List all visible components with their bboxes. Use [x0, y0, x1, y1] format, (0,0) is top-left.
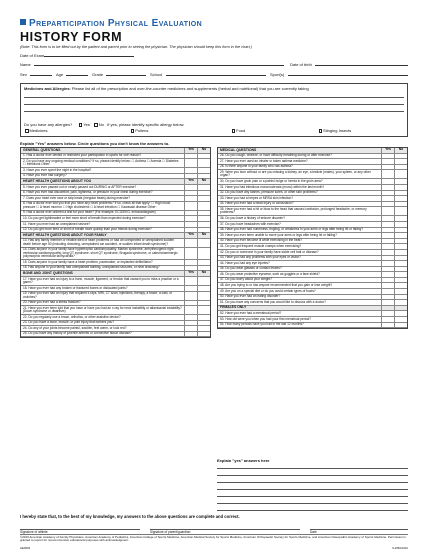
yes-answer-cell[interactable]: [381, 239, 394, 244]
answer-line-7[interactable]: [217, 510, 408, 511]
signature-row: [20, 526, 408, 532]
question-text: 28. Is there anyone in your family who has asthma?: [220, 164, 293, 169]
question-text: 20. Have you ever had a stress fracture?: [23, 300, 81, 305]
question-text: 43. Have you had any problems with your eyes or vision?: [220, 255, 301, 260]
question-text: 34. Have you ever had a head injury or concussion?: [220, 201, 294, 206]
no-answer-cell[interactable]: [197, 239, 210, 247]
medicines-allergies-box: [20, 83, 408, 137]
yes-answer-cell[interactable]: [184, 154, 197, 159]
left-questions-table: [20, 147, 211, 338]
no-answer-cell[interactable]: [394, 267, 407, 272]
question-text: 47. Do you worry about your weight?: [220, 277, 272, 282]
no-answer-cell[interactable]: [394, 323, 407, 328]
no-column-header: No: [197, 271, 210, 276]
allergy-yes-label: Yes: [83, 122, 90, 127]
sports-label: Sport(s): [270, 72, 285, 77]
no-answer-cell[interactable]: [394, 283, 407, 288]
answer-line-2[interactable]: [217, 475, 408, 476]
no-answer-cell[interactable]: [394, 272, 407, 277]
no-answer-cell[interactable]: [394, 311, 407, 316]
yes-answer-cell[interactable]: [381, 228, 394, 233]
yes-answer-cell[interactable]: [381, 196, 394, 201]
answer-line-3[interactable]: [217, 482, 408, 483]
yes-answer-cell[interactable]: [381, 222, 394, 227]
date-of-birth-field[interactable]: [315, 62, 408, 66]
question-text: 12. Do you get more tired or short of breath more quickly than your friends during exercise?: [23, 227, 152, 232]
question-text: 13. Has any family member or relative died of heart problems or had an unexpected or unexplained sudden death before age 50 (including drowning, unexplained car accident, or sudden infant death syndrome)?: [23, 238, 175, 246]
yes-answer-cell[interactable]: [381, 207, 394, 215]
no-answer-cell[interactable]: [394, 317, 407, 322]
question-text: 29. Were you born without or are you missing a kidney, an eye, a testicle (males), your spleen, or any other organ?: [220, 169, 371, 178]
yes-answer-cell[interactable]: [381, 233, 394, 238]
question-text: 35. Have you ever had a hit or blow to the head that caused confusion, prolonged headache, or memory problems?: [220, 206, 367, 215]
no-answer-cell[interactable]: [197, 321, 210, 326]
allergy-question: [24, 122, 184, 127]
explain-answers-title: Explain "yes" answers here: [217, 458, 270, 463]
yes-answer-cell[interactable]: [381, 300, 394, 305]
no-answer-cell[interactable]: [394, 244, 407, 249]
form-code-left: HE0503: [20, 546, 31, 550]
question-row: [21, 248, 210, 260]
yes-answer-cell[interactable]: [381, 261, 394, 266]
question-text: 25. Do you have any history of juvenile arthritis or connective tissue disease?: [23, 331, 132, 336]
section-title: MEDICAL QUESTIONS: [220, 147, 257, 152]
yes-answer-cell[interactable]: [184, 301, 197, 306]
age-label: Age: [56, 72, 64, 77]
question-row: [21, 306, 210, 315]
yes-answer-cell[interactable]: [184, 185, 197, 190]
stinging-insects-checkbox[interactable]: [319, 129, 323, 133]
yes-answer-cell[interactable]: [381, 202, 394, 207]
yes-answer-cell[interactable]: [184, 168, 197, 173]
no-answer-cell[interactable]: [197, 202, 210, 210]
signature-date-field[interactable]: [310, 526, 408, 530]
question-text: 44. Have you had any eye injuries?: [220, 260, 270, 265]
yes-answer-cell[interactable]: [381, 159, 394, 164]
question-text: 11. Have you ever had an unexplained seizure?: [23, 221, 91, 226]
question-text: 7. Does your heart ever race or skip beats (irregular beats) during exercise?: [23, 195, 131, 200]
medicines-line-1[interactable]: [24, 97, 404, 98]
yes-answer-cell[interactable]: [184, 222, 197, 227]
question-text: 33. Have you had a herpes or MRSA skin infection?: [220, 195, 293, 200]
section-title: FEMALES ONLY: [220, 305, 247, 310]
no-answer-cell[interactable]: [197, 168, 210, 173]
copyright-footer: ©2010 American Academy of Family Physicians, American Academy of Pediatrics, American College of Sports Medicine, American Medical Society for Sports Medicine, American Orthopaedic Society for Sports Medicine, and American Osteopathic Academy of Sports Medicine. Permission is granted to reprint for noncommercial, educational purposes with acknowledgment.: [20, 534, 408, 543]
no-answer-cell[interactable]: [394, 179, 407, 184]
parent-signature-label: Signature of parent/guardian: [150, 530, 191, 534]
yes-answer-cell[interactable]: [184, 196, 197, 201]
question-text: 30. Do you have groin pain or a painful bulge or hernia in the groin area?: [220, 178, 323, 183]
yes-column-header: Yes: [184, 179, 197, 184]
form-code-right: 9-2681/0410: [392, 546, 408, 550]
no-answer-cell[interactable]: [197, 301, 210, 306]
question-text: 51. Do you have any concerns that you would like to discuss with a doctor?: [220, 299, 326, 304]
yes-answer-cell[interactable]: [381, 283, 394, 288]
no-answer-cell[interactable]: [197, 260, 210, 265]
yes-answer-cell[interactable]: [381, 165, 394, 170]
allergy-yes-checkbox[interactable]: [79, 123, 83, 127]
no-answer-cell[interactable]: [394, 191, 407, 196]
stinging-insects-option-label: Stinging Insects: [323, 128, 352, 133]
section-title: GENERAL QUESTIONS: [23, 147, 61, 152]
date-of-exam-label: Date of Exam: [20, 53, 45, 58]
yes-answer-cell[interactable]: [184, 292, 197, 300]
no-answer-cell[interactable]: [394, 170, 407, 178]
no-answer-cell[interactable]: [394, 289, 407, 294]
no-answer-cell[interactable]: [197, 154, 210, 159]
date-of-birth-label: Date of birth: [290, 62, 312, 67]
sex-label: Sex: [20, 72, 27, 77]
athlete-signature-label: Signature of athlete: [20, 530, 48, 534]
yes-answer-cell[interactable]: [184, 326, 197, 331]
yes-answer-cell[interactable]: [184, 202, 197, 210]
question-text: 14. Does anyone in your family have hypertrophic cardiomyopathy, Marfan syndrome, arrhythmogenic right ventricular cardiomyopathy, long QT syndrome, short QT syndrome, Brugada syndrome, or catecholaminergic polymorphic ventricular tachycardia?: [23, 247, 178, 259]
medicines-line-2[interactable]: [24, 104, 404, 105]
yes-answer-cell[interactable]: [381, 179, 394, 184]
no-column-header: No: [197, 148, 210, 153]
no-answer-cell[interactable]: [197, 222, 210, 227]
right-questions-table: [217, 147, 408, 329]
no-column-header: No: [197, 233, 210, 238]
yes-answer-cell[interactable]: [184, 216, 197, 221]
yes-answer-cell[interactable]: [381, 244, 394, 249]
date-of-exam-field[interactable]: [44, 53, 134, 57]
yes-answer-cell[interactable]: [184, 332, 197, 337]
yes-column-header: Yes: [184, 271, 197, 276]
yes-answer-cell[interactable]: [381, 267, 394, 272]
name-field[interactable]: [34, 62, 284, 66]
question-text: 53. How old were you when you had your first menstrual period?: [220, 316, 311, 321]
question-text: 21. Have you ever been told that you have or have you had an x-ray for neck instability or atlantoaxial instability? (Down syndrome or dwarfism): [23, 305, 182, 314]
question-row: [21, 159, 210, 168]
no-answer-cell[interactable]: [394, 228, 407, 233]
age-field[interactable]: [66, 72, 88, 76]
question-text: 50. Have you ever had an eating disorder?: [220, 294, 281, 299]
question-text: 1. Has a doctor ever denied or restricted your participation in sports for one reason?: [23, 153, 142, 158]
yes-answer-cell[interactable]: [184, 286, 197, 291]
question-text: 4. Have you ever had surgery?: [23, 173, 67, 178]
no-answer-cell[interactable]: [394, 295, 407, 300]
yes-column-header: [381, 306, 394, 311]
yes-answer-cell[interactable]: [184, 191, 197, 196]
no-column-header: No: [197, 179, 210, 184]
no-column-header: [394, 306, 407, 311]
question-text: 54. How many periods have you had in the last 12 months?: [220, 322, 304, 327]
yes-answer-cell[interactable]: [184, 277, 197, 285]
medicines-line-3[interactable]: [24, 111, 404, 112]
school-field[interactable]: [166, 72, 266, 76]
yes-answer-cell[interactable]: [381, 154, 394, 159]
pollens-checkbox[interactable]: [131, 129, 135, 133]
question-text: 17. Have you ever had an injury to a bone, muscle, ligament, or tendon that caused you to miss a practice or a game?: [23, 276, 179, 284]
form-subtitle-text: Preparticipation Physical Evaluation: [29, 18, 203, 29]
section-title: HEART HEALTH QUESTIONS ABOUT YOU: [23, 178, 92, 183]
no-answer-cell[interactable]: [394, 196, 407, 201]
form-note: (Note: This form is to be filled out by the patient and parent prior to seeing the physician. The physician should keep this form in the chart.): [20, 45, 252, 49]
no-answer-cell[interactable]: [394, 233, 407, 238]
question-text: 48. Are you trying to or has anyone recommended that you gain or lose weight?: [220, 283, 333, 288]
question-row: [218, 207, 407, 216]
no-answer-cell[interactable]: [394, 261, 407, 266]
question-text: 18. Have you ever had any broken or fractured bones or dislocated joints?: [23, 285, 128, 290]
question-text: 23. Do you have a bone, muscle, or joint injury that bothers you?: [23, 320, 115, 325]
answer-line-5[interactable]: [217, 496, 408, 497]
yes-column-header: Yes: [381, 148, 394, 153]
no-answer-cell[interactable]: [197, 277, 210, 285]
yes-answer-cell[interactable]: [381, 311, 394, 316]
question-text: 9. Has a doctor ever ordered a test for your heart? (For example, ECG/EKG, echocardiogram): [23, 210, 156, 215]
form-header: [20, 18, 202, 44]
medicines-title: Medicines and Allergies: Please list all of the prescription and over-the-counter medicines and supplements (herbal and nutritional) that you are currently taking: [24, 86, 309, 91]
allergy-no-checkbox[interactable]: [94, 123, 98, 127]
no-answer-cell[interactable]: [394, 165, 407, 170]
allergy-question-text: Do you have any allergies?: [24, 122, 73, 127]
allergy-options: [24, 128, 351, 133]
no-answer-cell[interactable]: [197, 185, 210, 190]
yes-answer-cell[interactable]: [184, 260, 197, 265]
no-answer-cell[interactable]: [197, 286, 210, 291]
no-answer-cell[interactable]: [394, 256, 407, 261]
question-text: 16. Has anyone in your family had unexplained fainting, unexplained seizures, or near drowning?: [23, 265, 160, 270]
yes-answer-cell[interactable]: [381, 191, 394, 196]
question-text: 49. Are you on a special diet or do you avoid certain types of foods?: [220, 288, 316, 293]
grade-label: Grade: [92, 72, 104, 77]
question-text: 40. Have you ever become ill while exercising in the heat?: [220, 238, 303, 243]
no-answer-cell[interactable]: [394, 222, 407, 227]
no-answer-cell[interactable]: [197, 292, 210, 300]
no-answer-cell[interactable]: [197, 332, 210, 337]
question-row: [21, 332, 210, 338]
no-column-header: No: [394, 148, 407, 153]
no-answer-cell[interactable]: [394, 202, 407, 207]
question-text: 36. Do you have a history of seizure disorder?: [220, 215, 286, 220]
yes-answer-cell[interactable]: [381, 295, 394, 300]
question-text: 19. Have you ever had an injury that required x-rays, MRI, CT scan, injections, therapy, a brace, a cast, or crutches?: [23, 291, 173, 299]
no-answer-cell[interactable]: [197, 216, 210, 221]
explain-answers-section: [217, 458, 408, 463]
sex-field[interactable]: [30, 72, 52, 76]
answer-line-4[interactable]: [217, 489, 408, 490]
question-text: 42. Do you or someone in your family have sickle cell trait or disease?: [220, 249, 319, 254]
no-answer-cell[interactable]: [394, 185, 407, 190]
yes-answer-cell[interactable]: [381, 256, 394, 261]
question-text: 2. Do you have any ongoing medical conditions? If so, please identify below: ☐ Asthma ☐ Anemia ☐ Diabetes ☐ Infections Other:: [23, 158, 179, 167]
no-answer-cell[interactable]: [197, 315, 210, 320]
section-title: HEART HEALTH QUESTIONS ABOUT YOUR FAMILY: [23, 232, 107, 237]
medicines-option-label: Medicines: [29, 128, 48, 133]
allergy-detail-text: If yes, please identify specific allergy below.: [107, 122, 185, 127]
no-answer-cell[interactable]: [197, 196, 210, 201]
yes-answer-cell[interactable]: [381, 185, 394, 190]
no-answer-cell[interactable]: [394, 300, 407, 305]
explain-instructions: Explain "Yes" answers below. Circle questions you don't know the answers to.: [20, 141, 170, 146]
yes-column-header: Yes: [184, 148, 197, 153]
medicines-checkbox[interactable]: [25, 129, 29, 133]
yes-answer-cell[interactable]: [381, 170, 394, 178]
form-subtitle: [20, 18, 202, 29]
no-answer-cell[interactable]: [394, 239, 407, 244]
name-label: Name: [20, 62, 31, 67]
no-answer-cell[interactable]: [197, 248, 210, 259]
question-row: [21, 277, 210, 286]
signature-date-label: Date: [310, 530, 317, 534]
food-checkbox[interactable]: [232, 129, 236, 133]
yes-answer-cell[interactable]: [381, 289, 394, 294]
question-text: 37. Do you have headaches with exercise?: [220, 221, 281, 226]
no-answer-cell[interactable]: [197, 326, 210, 331]
question-text: 41. Do you get frequent muscle cramps when exercising?: [220, 243, 302, 248]
question-text: 15. Does anyone in your family have a heart problem, pacemaker, or implanted defibrillator?: [23, 259, 153, 264]
no-answer-cell[interactable]: [394, 278, 407, 283]
grade-field[interactable]: [106, 72, 146, 76]
question-text: 52. Have you ever had a menstrual period?: [220, 311, 282, 316]
allergy-no-label: No: [98, 122, 104, 127]
no-answer-cell[interactable]: [197, 191, 210, 196]
yes-answer-cell[interactable]: [184, 315, 197, 320]
question-text: 27. Have you ever used an inhaler or taken asthma medicine?: [220, 158, 308, 163]
no-answer-cell[interactable]: [394, 154, 407, 159]
yes-answer-cell[interactable]: [184, 248, 197, 259]
question-text: 3. Have you ever spent the night in the hospital?: [23, 167, 92, 172]
question-text: 32. Do you have any rashes, pressure sores, or other skin problems?: [220, 190, 318, 195]
question-text: 5. Have you ever passed out or nearly passed out DURING or AFTER exercise?: [23, 184, 137, 189]
no-answer-cell[interactable]: [197, 159, 210, 167]
question-text: 39. Have you ever been unable to move your arms or legs after being hit or falling?: [220, 232, 337, 237]
question-text: 45. Do you wear glasses or contact lenses?: [220, 266, 282, 271]
no-answer-cell[interactable]: [197, 211, 210, 216]
yes-answer-cell[interactable]: [381, 272, 394, 277]
yes-answer-cell[interactable]: [381, 323, 394, 328]
question-text: 24. Do any of your joints become painful, swollen, feel warm, or look red?: [23, 325, 127, 330]
yes-answer-cell[interactable]: [184, 321, 197, 326]
question-text: 46. Do you wear protective eyewear, such as goggles or a face shield?: [220, 271, 320, 276]
no-answer-cell[interactable]: [394, 159, 407, 164]
answer-line-1[interactable]: [217, 468, 408, 469]
no-answer-cell[interactable]: [394, 216, 407, 221]
question-text: 38. Have you ever had numbness, tingling, or weakness in your arms or legs after being hit or falling?: [220, 227, 363, 232]
food-option-label: Food: [236, 128, 246, 133]
question-text: 22. Do you regularly use a brace, orthotics, or other assistive device?: [23, 314, 121, 319]
question-text: 26. Do you cough, wheeze, or have difficulty breathing during or after exercise?: [220, 153, 332, 158]
question-text: 10. Do you get lightheaded or feel more short of breath than expected during exercise?: [23, 215, 146, 220]
question-text: 6. Have you ever had discomfort, pain, tightness, or pressure in your chest during exercise?: [23, 190, 153, 195]
sports-field[interactable]: [288, 72, 408, 76]
form-title: HISTORY FORM: [20, 30, 123, 44]
question-text: 31. Have you had infectious mononucleosis (mono) within the last month?: [220, 184, 325, 189]
yes-answer-cell[interactable]: [184, 306, 197, 314]
no-answer-cell[interactable]: [394, 250, 407, 255]
no-answer-cell[interactable]: [394, 207, 407, 215]
yes-answer-cell[interactable]: [381, 216, 394, 221]
yes-answer-cell[interactable]: [381, 317, 394, 322]
school-label: School: [150, 72, 163, 77]
yes-answer-cell[interactable]: [381, 278, 394, 283]
section-title: BONE AND JOINT QUESTIONS: [23, 270, 73, 275]
answer-line-6[interactable]: [217, 503, 408, 504]
yes-column-header: Yes: [184, 233, 197, 238]
yes-answer-cell[interactable]: [381, 250, 394, 255]
no-answer-cell[interactable]: [197, 306, 210, 314]
yes-answer-cell[interactable]: [184, 239, 197, 247]
yes-answer-cell[interactable]: [184, 211, 197, 216]
yes-answer-cell[interactable]: [184, 159, 197, 167]
blue-square-icon: [20, 19, 26, 25]
question-row: [218, 323, 407, 329]
question-text: 8. Has a doctor ever told you that you have any heart problems? If so, check all that apply: ☐ High blood pressure ☐ A heart murmur ☐ High cholesterol ☐ A heart infection ☐ Kawasaki disease Other:: [23, 201, 171, 209]
pollens-option-label: Pollens: [135, 128, 149, 133]
certification-statement: I hereby state that, to the best of my knowledge, my answers to the above questions are complete and correct.: [20, 514, 240, 519]
